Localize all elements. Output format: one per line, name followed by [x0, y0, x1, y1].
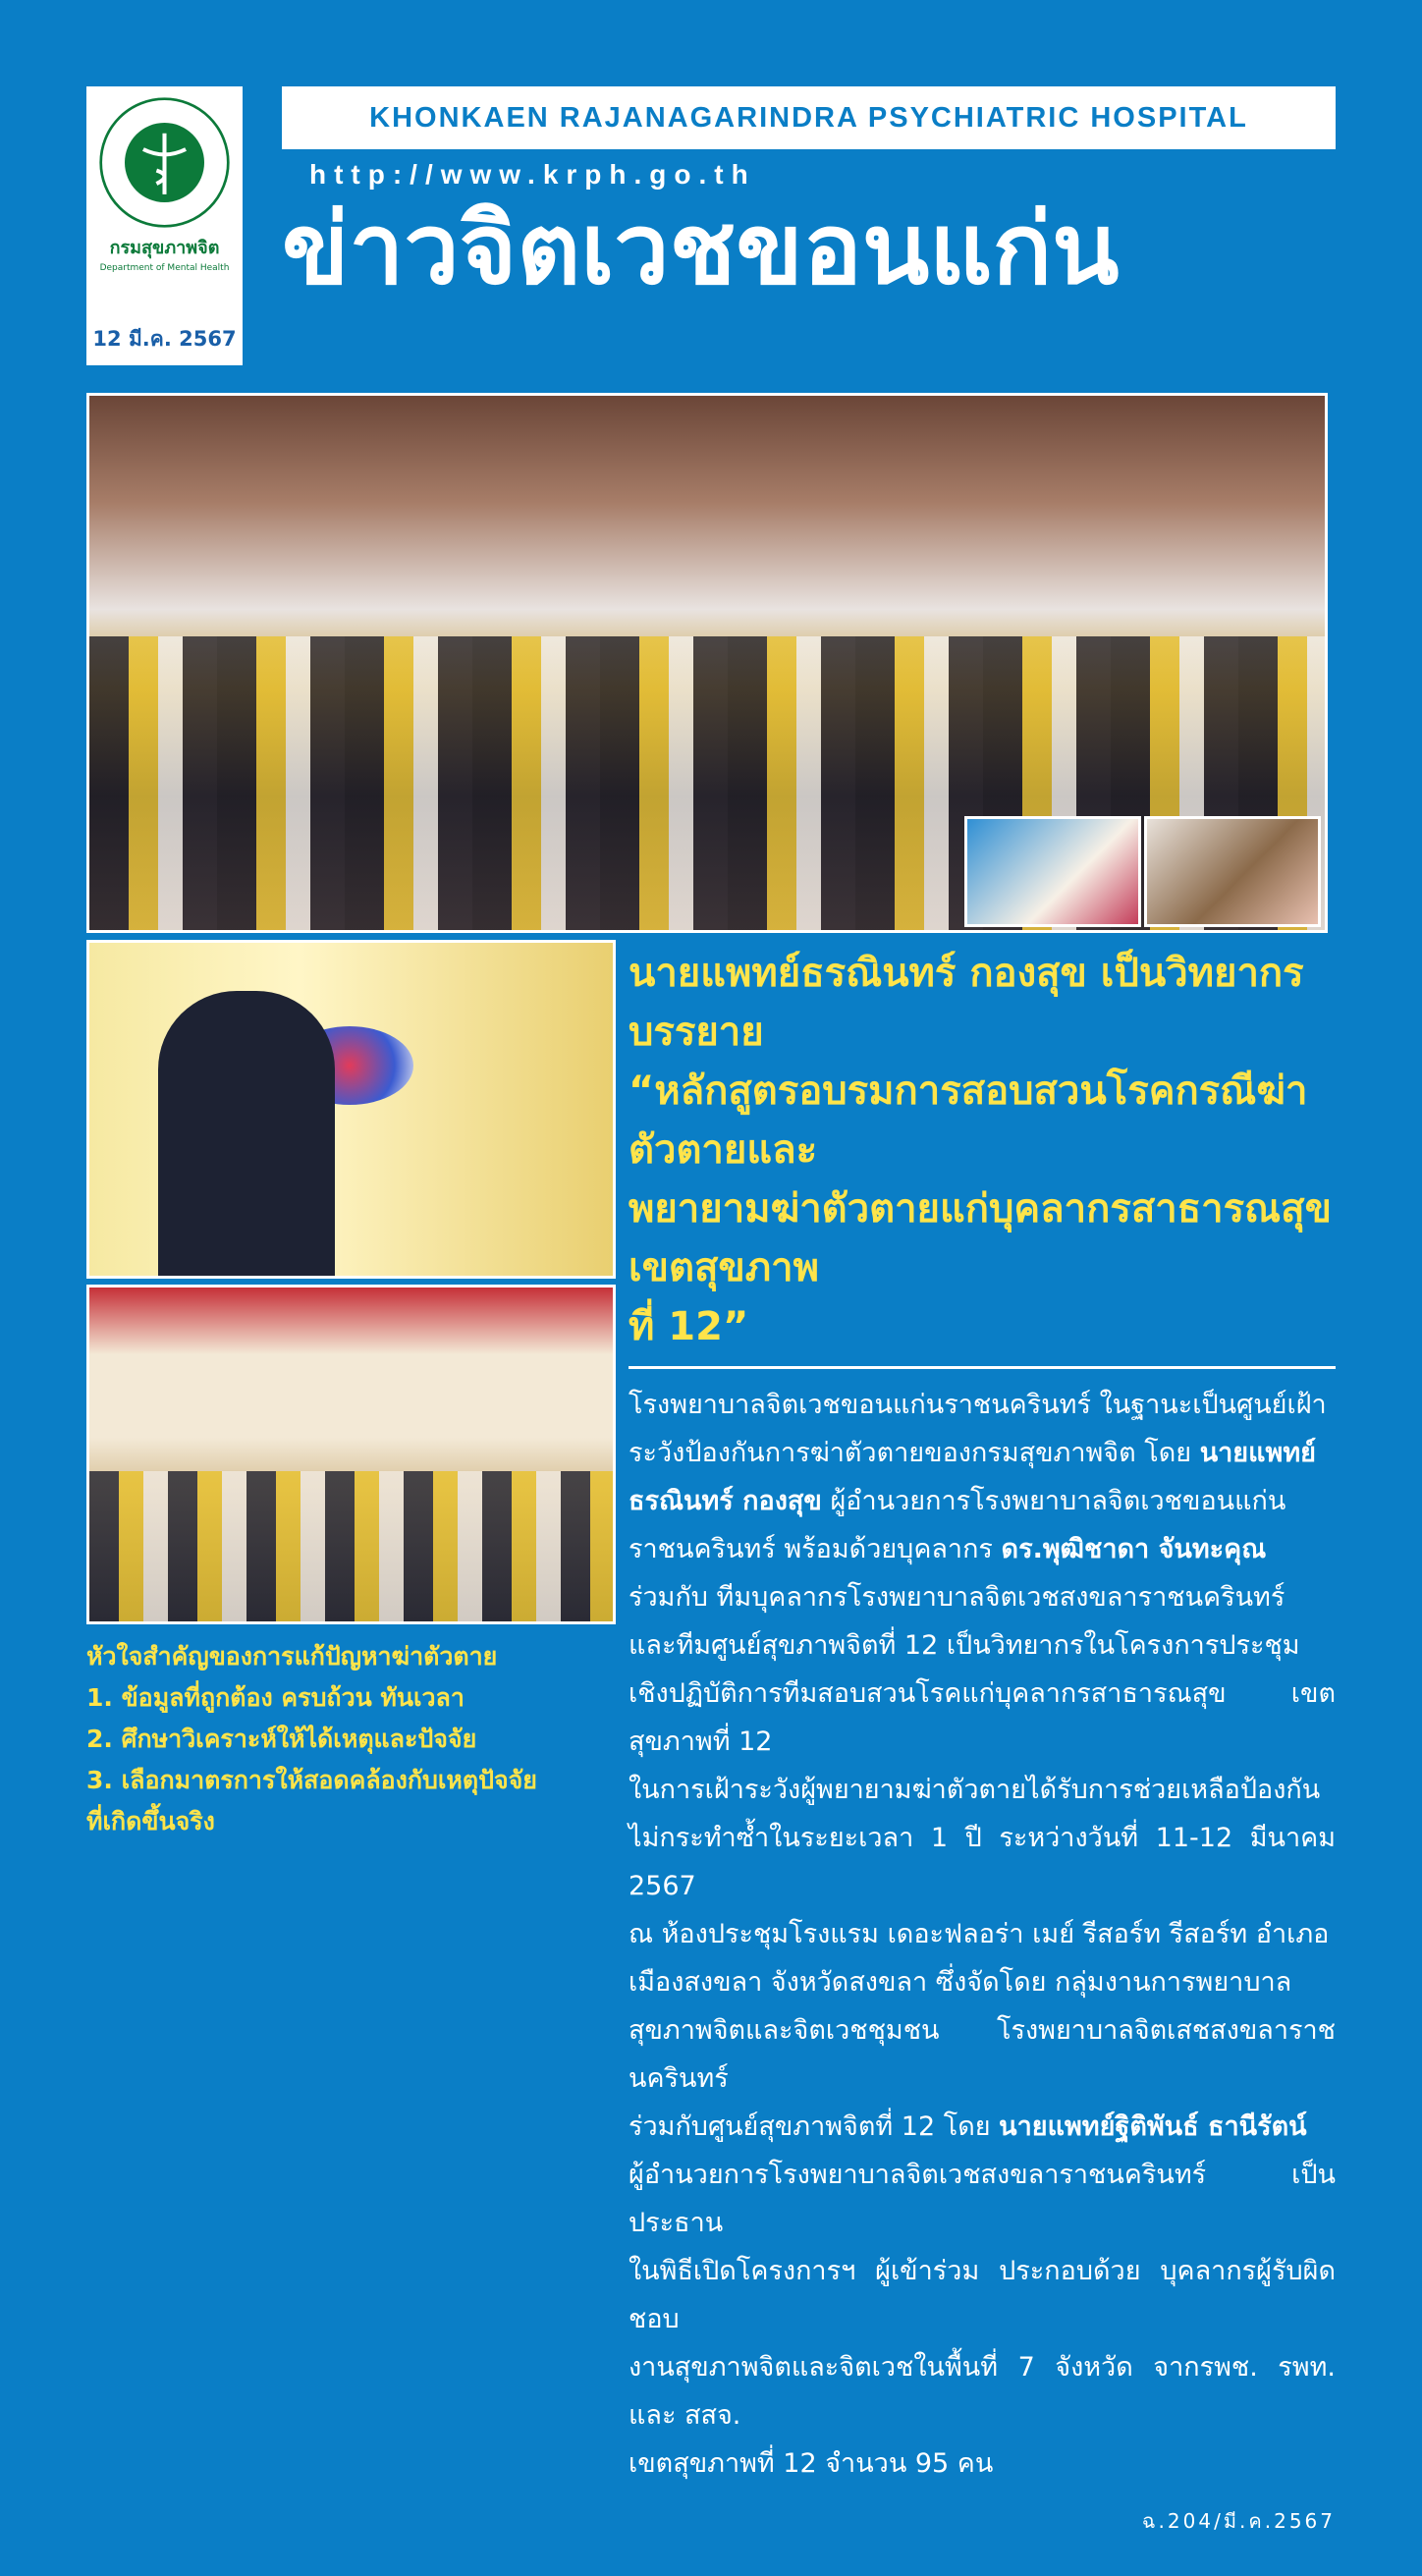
headline-line: นายแพทย์ธรณินทร์ กองสุข เป็นวิทยากรบรรยาย	[629, 951, 1304, 1055]
newsletter-page	[86, 0, 1336, 2576]
body-text: และทีมศูนย์สุขภาพจิตที่ 12 เป็นวิทยากรในโครงการประชุม	[629, 1630, 1300, 1661]
key-points-title: หัวใจสำคัญของการแก้ปัญหาฆ่าตัวตาย	[86, 1642, 498, 1671]
body-text: ในการเฝ้าระวังผู้พยายามฆ่าตัวตายได้รับการช่วยเหลือป้องกัน	[629, 1775, 1321, 1805]
body-line	[629, 2247, 1336, 2343]
body-text: ระวังป้องกันการฆ่าตัวตายของกรมสุขภาพจิต โดย	[629, 1438, 1200, 1468]
inset-photo-speaker	[964, 816, 1141, 927]
ministry-seal-logo	[98, 96, 231, 229]
body-line	[629, 1621, 1336, 1670]
body-line	[629, 1766, 1336, 1814]
department-name-english: Department of Mental Health	[99, 263, 230, 273]
headline-line: ที่ 12”	[629, 1304, 749, 1349]
body-line	[629, 1429, 1336, 1477]
body-text: ผู้อำนวยการโรงพยาบาลจิตเวชขอนแก่น	[821, 1486, 1286, 1516]
bold-name-text: นายแพทย์	[1199, 1438, 1316, 1468]
headline-line: “หลักสูตรอบรมการสอบสวนโรคกรณีฆ่าตัวตายและ	[629, 1069, 1308, 1173]
inset-photo-podium	[1144, 816, 1321, 927]
newsletter-title: ข่าวจิตเวชขอนแก่น	[282, 192, 1120, 306]
key-point-item: ที่เกิดขึ้นจริง	[86, 1807, 215, 1836]
body-text: ผู้อำนวยการโรงพยาบาลจิตเวชสงขลาราชนครินทร์ เป็นประธาน	[629, 2160, 1336, 2238]
header-text	[282, 86, 1336, 308]
body-line	[629, 2439, 1336, 2488]
divider	[629, 1366, 1336, 1369]
body-line	[629, 2103, 1336, 2151]
ministry-logo-box	[86, 86, 243, 365]
body-line	[629, 1910, 1336, 1958]
main-group-photo	[86, 393, 1328, 933]
key-point-item: 2. ศึกษาวิเคราะห์ให้ได้เหตุและปัจจัย	[86, 1725, 477, 1753]
key-point-item: 3. เลือกมาตรการให้สอดคล้องกับเหตุปัจจัย	[86, 1766, 537, 1794]
body-text: สุขภาพจิตและจิตเวชชุมชน โรงพยาบาลจิตเสชสงขลาราชนครินทร์	[629, 2015, 1336, 2094]
body-text: ไม่กระทำซ้ำในระยะเวลา 1 ปี ระหว่างวันที่ 11-12 มีนาคม 2567	[629, 1823, 1336, 1901]
article-body	[629, 1381, 1336, 2488]
body-line	[629, 1670, 1336, 1766]
left-column	[86, 940, 616, 1842]
body-text: ในพิธีเปิดโครงการฯ ผู้เข้าร่วม ประกอบด้วย บุคลากรผู้รับผิดชอบ	[629, 2256, 1336, 2334]
bold-name-text: นายแพทย์ฐิติพันธ์ ธานีรัตน์	[999, 2111, 1307, 2142]
article-headline	[629, 944, 1336, 1356]
bold-name-text: ดร.พุฒิชาดา จันทะคุณ	[1001, 1534, 1267, 1564]
body-text: ร่วมกับศูนย์สุขภาพจิตที่ 12 โดย	[629, 2111, 1000, 2142]
body-line	[629, 1477, 1336, 1525]
bold-name-text: ธรณินทร์ กองสุข	[629, 1486, 822, 1516]
body-line	[629, 2006, 1336, 2103]
issue-date: 12 มี.ค. 2567	[92, 327, 237, 351]
body-text: เขตสุขภาพที่ 12 จำนวน 95 คน	[629, 2448, 994, 2479]
right-column	[629, 940, 1336, 2537]
key-points	[86, 1636, 616, 1842]
speaker-photo	[86, 940, 616, 1279]
body-line	[629, 1381, 1336, 1429]
body-text: โรงพยาบาลจิตเวชขอนแก่นราชนครินทร์ ในฐานะเป็นศูนย์เฝ้า	[629, 1390, 1327, 1420]
body-text: งานสุขภาพจิตและจิตเวชในพื้นที่ 7 จังหวัด จากรพช. รพท. และ สสจ.	[629, 2352, 1336, 2431]
body-line	[629, 2151, 1336, 2247]
hospital-name-banner: KHONKAEN RAJANAGARINDRA PSYCHIATRIC HOSPITAL	[282, 86, 1336, 149]
body-line	[629, 1525, 1336, 1573]
body-text: เมืองสงขลา จังหวัดสงขลา ซึ่งจัดโดย กลุ่มงานการพยาบาล	[629, 1967, 1292, 1998]
body-text: เชิงปฏิบัติการทีมสอบสวนโรคแก่บุคลากรสาธารณสุข เขตสุขภาพที่ 12	[629, 1678, 1336, 1757]
body-line	[629, 2343, 1336, 2439]
website-url: http://www.krph.go.th	[309, 159, 756, 190]
content-columns	[86, 940, 1336, 2537]
group-stage-photo	[86, 1285, 616, 1624]
department-name-thai: กรมสุขภาพจิต	[109, 238, 220, 258]
headline-line: พยายามฆ่าตัวตายแก่บุคลากรสาธารณสุข เขตสุขภาพ	[629, 1186, 1332, 1290]
body-line	[629, 1958, 1336, 2006]
header	[86, 86, 1336, 381]
key-point-item: 1. ข้อมูลที่ถูกต้อง ครบถ้วน ทันเวลา	[86, 1683, 465, 1712]
body-text: ณ ห้องประชุมโรงแรม เดอะฟลอร่า เมย์ รีสอร์ท รีสอร์ท อำเภอ	[629, 1919, 1330, 1949]
body-line	[629, 1573, 1336, 1621]
reference-number: ฉ.204/มี.ค.2567	[1141, 2509, 1336, 2533]
body-text: ราชนครินทร์ พร้อมด้วยบุคลากร	[629, 1534, 1002, 1564]
body-line	[629, 1814, 1336, 1910]
body-text: ร่วมกับ ทีมบุคลากรโรงพยาบาลจิตเวชสงขลาราชนครินทร์	[629, 1582, 1285, 1613]
